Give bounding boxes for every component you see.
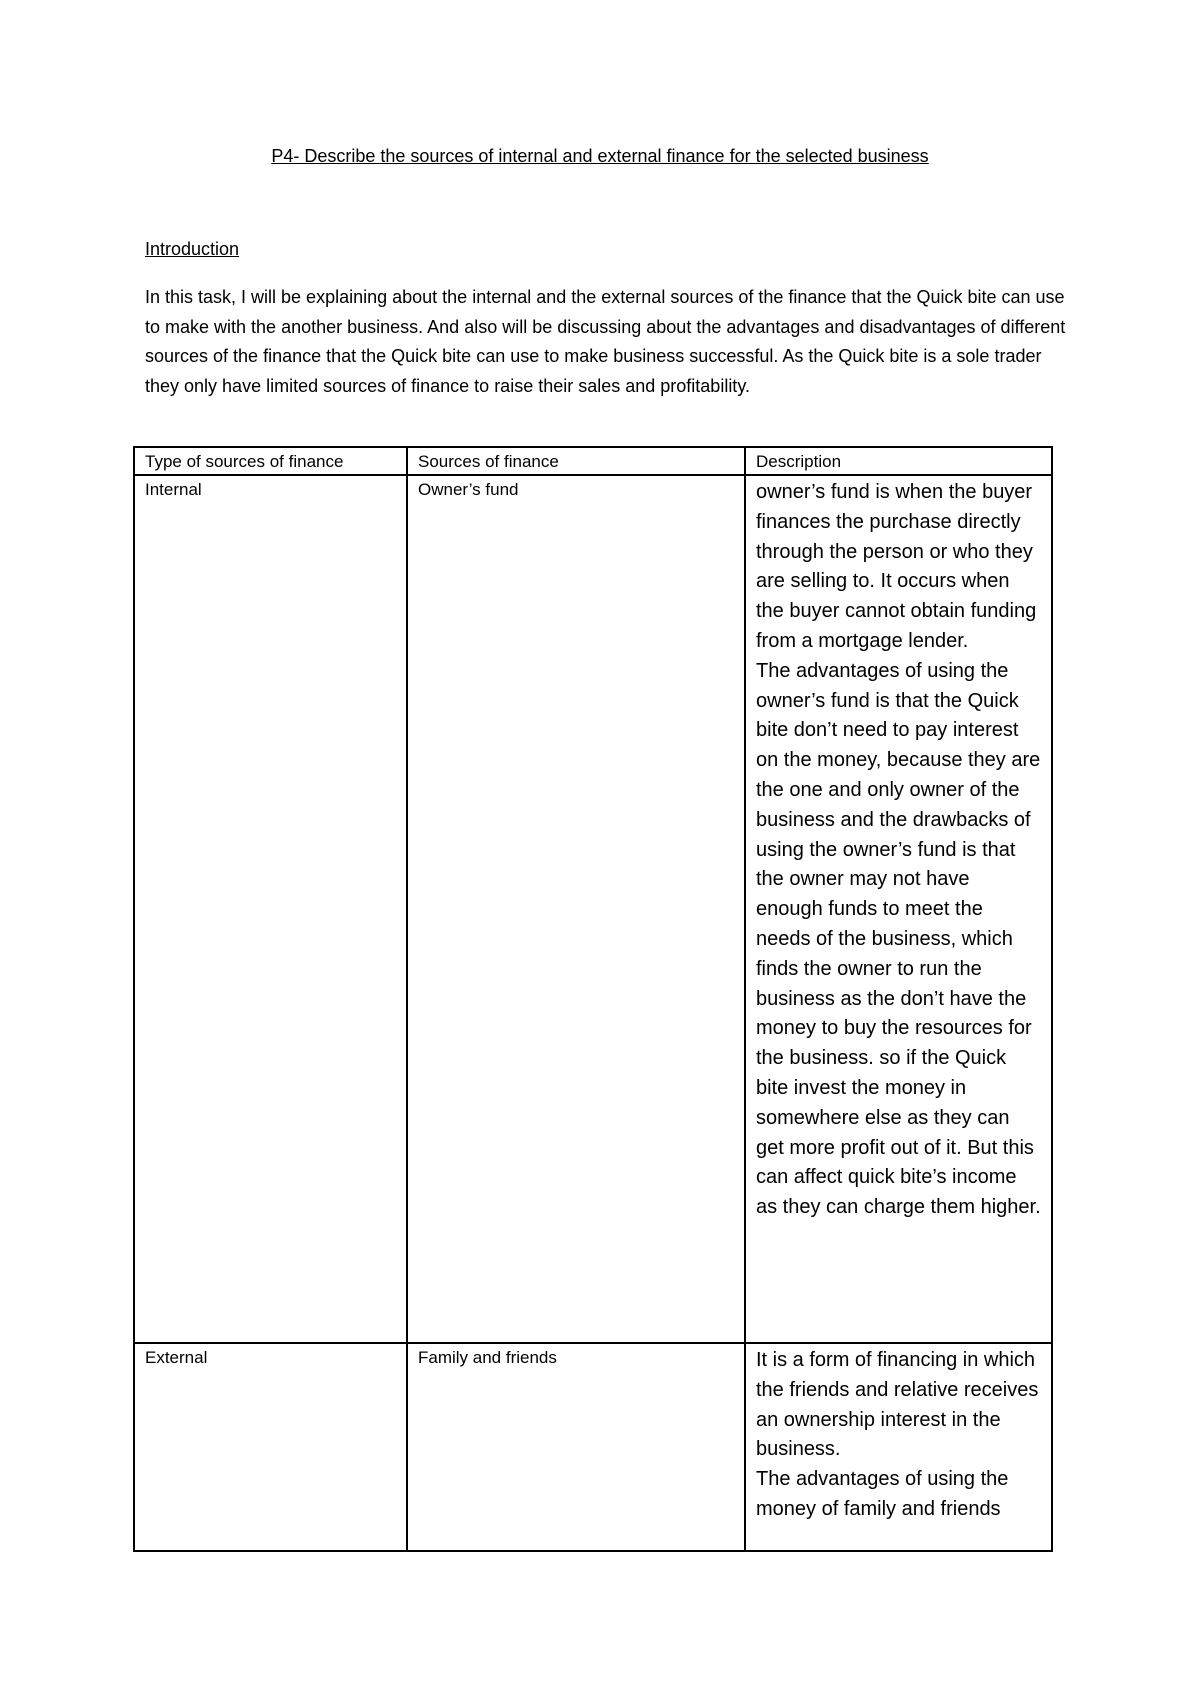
introduction-paragraph: In this task, I will be explaining about the internal and the external sources of the finance that the Quick bite can use to make with the another business. And also will be discussing about the advantages and disadvantages of different sources of the finance that the Quick bite can use to make business successful. As the Quick bite is a sole trader they only have limited sources of finance to raise their sales and profitability. [145,287,1066,397]
description-paragraph: owner’s fund is when the buyer finances the purchase directly through the person or who they are selling to. It occurs when the buyer cannot obtain funding from a mortgage lender. [756,481,1037,652]
header-type: Type of sources of finance [134,447,407,475]
table-row [134,475,1052,1343]
cell-type: External [134,1343,407,1551]
description-paragraph: The advantages of using the owner’s fund is that the Quick bite don’t need to pay interest on the money, because they are the one and only owner of the business and the drawbacks of using the owner’s fund is that the owner may not have enough funds to meet the needs of the business, which finds the owner to run the business as the don’t have the money to buy the resources for the business. so if the Quick bite invest the money in somewhere else as they can get more profit out of it. But this can affect quick bite’s income as they can charge them higher. [756,659,1041,1219]
table-row [134,1343,1052,1551]
header-description: Description [745,447,1052,475]
finance-sources-table [133,446,1053,1552]
introduction-heading: Introduction [145,239,240,259]
table-header-row [134,447,1052,475]
header-source: Sources of finance [407,447,745,475]
document-title: P4- Describe the sources of internal and external finance for the selected business [271,146,929,166]
cell-type: Internal [134,475,407,1343]
cell-description [745,475,1052,1343]
description-paragraph: The advantages of using the money of family and friends [756,1468,1009,1520]
description-paragraph: It is a form of financing in which the friends and relative receives an ownership interest in the business. [756,1349,1039,1461]
cell-source: Owner’s fund [407,475,745,1343]
cell-description [745,1343,1052,1551]
cell-source: Family and friends [407,1343,745,1551]
